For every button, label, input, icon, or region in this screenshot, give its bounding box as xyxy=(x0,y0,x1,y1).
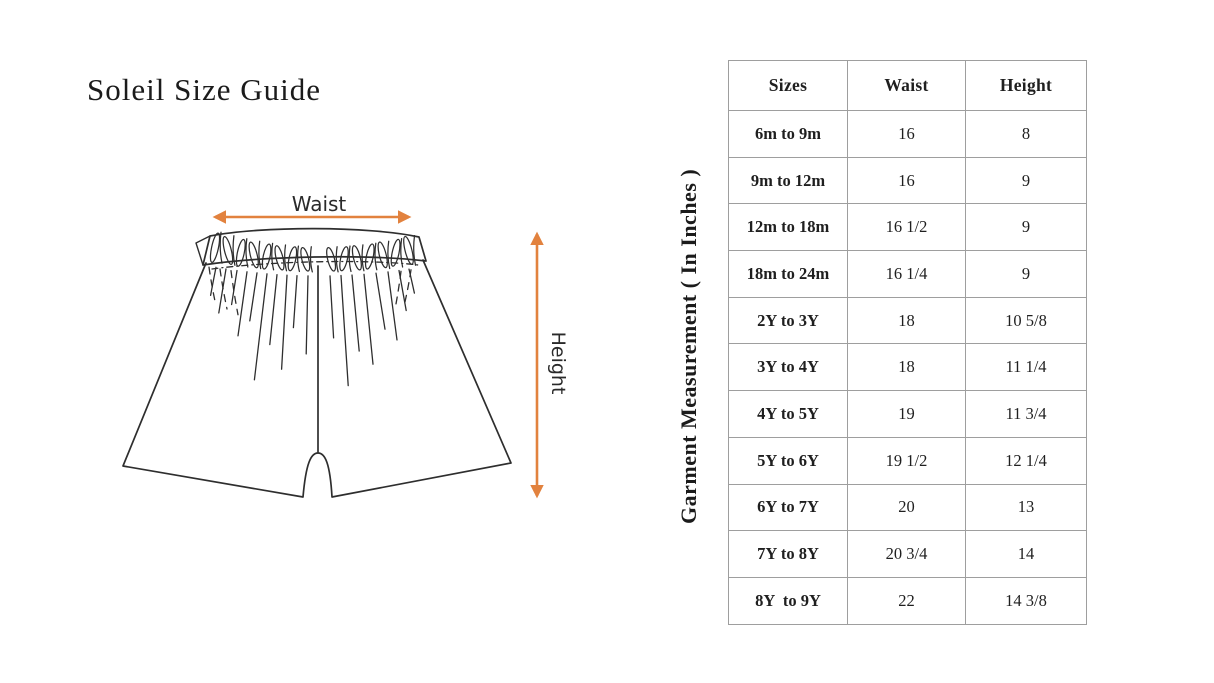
table-row xyxy=(729,297,1087,344)
waist-label: Waist xyxy=(291,192,347,216)
size-table xyxy=(728,60,1087,625)
height-cell: 11 3/4 xyxy=(966,391,1087,438)
size-cell: 2Y to 3Y xyxy=(729,297,848,344)
header-height: Height xyxy=(966,61,1087,111)
table-row xyxy=(729,531,1087,578)
waist-cell: 18 xyxy=(848,297,966,344)
header-waist: Waist xyxy=(848,61,966,111)
waist-cell: 19 xyxy=(848,391,966,438)
size-cell: 6Y to 7Y xyxy=(729,484,848,531)
table-row xyxy=(729,157,1087,204)
size-cell: 3Y to 4Y xyxy=(729,344,848,391)
waist-cell: 16 1/4 xyxy=(848,251,966,298)
height-cell: 14 3/8 xyxy=(966,577,1087,624)
waist-cell: 16 xyxy=(848,111,966,158)
height-cell: 9 xyxy=(966,251,1087,298)
table-row xyxy=(729,344,1087,391)
page-title: Soleil Size Guide xyxy=(87,72,321,107)
table-row xyxy=(729,577,1087,624)
waist-cell: 19 1/2 xyxy=(848,437,966,484)
height-cell: 8 xyxy=(966,111,1087,158)
header-sizes: Sizes xyxy=(729,61,848,111)
table-header-row xyxy=(729,61,1087,111)
waist-cell: 18 xyxy=(848,344,966,391)
height-cell: 12 1/4 xyxy=(966,437,1087,484)
table-row xyxy=(729,111,1087,158)
table-row xyxy=(729,391,1087,438)
table-row xyxy=(729,251,1087,298)
shorts-outline xyxy=(123,229,511,497)
size-cell: 6m to 9m xyxy=(729,111,848,158)
size-table-container xyxy=(728,60,1087,625)
height-cell: 9 xyxy=(966,204,1087,251)
size-cell: 18m to 24m xyxy=(729,251,848,298)
table-row xyxy=(729,484,1087,531)
table-caption: Garment Measurement ( In Inches ) xyxy=(676,168,701,524)
size-cell: 4Y to 5Y xyxy=(729,391,848,438)
table-row xyxy=(729,204,1087,251)
elastic-gathers xyxy=(209,232,416,272)
height-label: Height xyxy=(547,331,569,395)
side-stitch-dashes xyxy=(209,267,411,315)
size-cell: 8Y to 9Y xyxy=(729,577,848,624)
size-cell: 7Y to 8Y xyxy=(729,531,848,578)
waist-cell: 16 1/2 xyxy=(848,204,966,251)
size-cell: 12m to 18m xyxy=(729,204,848,251)
height-cell: 10 5/8 xyxy=(966,297,1087,344)
fabric-wrinkles xyxy=(211,267,415,385)
table-row xyxy=(729,437,1087,484)
height-cell: 11 1/4 xyxy=(966,344,1087,391)
waist-cell: 20 xyxy=(848,484,966,531)
size-cell: 5Y to 6Y xyxy=(729,437,848,484)
waist-cell: 20 3/4 xyxy=(848,531,966,578)
size-cell: 9m to 12m xyxy=(729,157,848,204)
waist-cell: 22 xyxy=(848,577,966,624)
height-cell: 14 xyxy=(966,531,1087,578)
height-cell: 9 xyxy=(966,157,1087,204)
height-cell: 13 xyxy=(966,484,1087,531)
waist-cell: 16 xyxy=(848,157,966,204)
